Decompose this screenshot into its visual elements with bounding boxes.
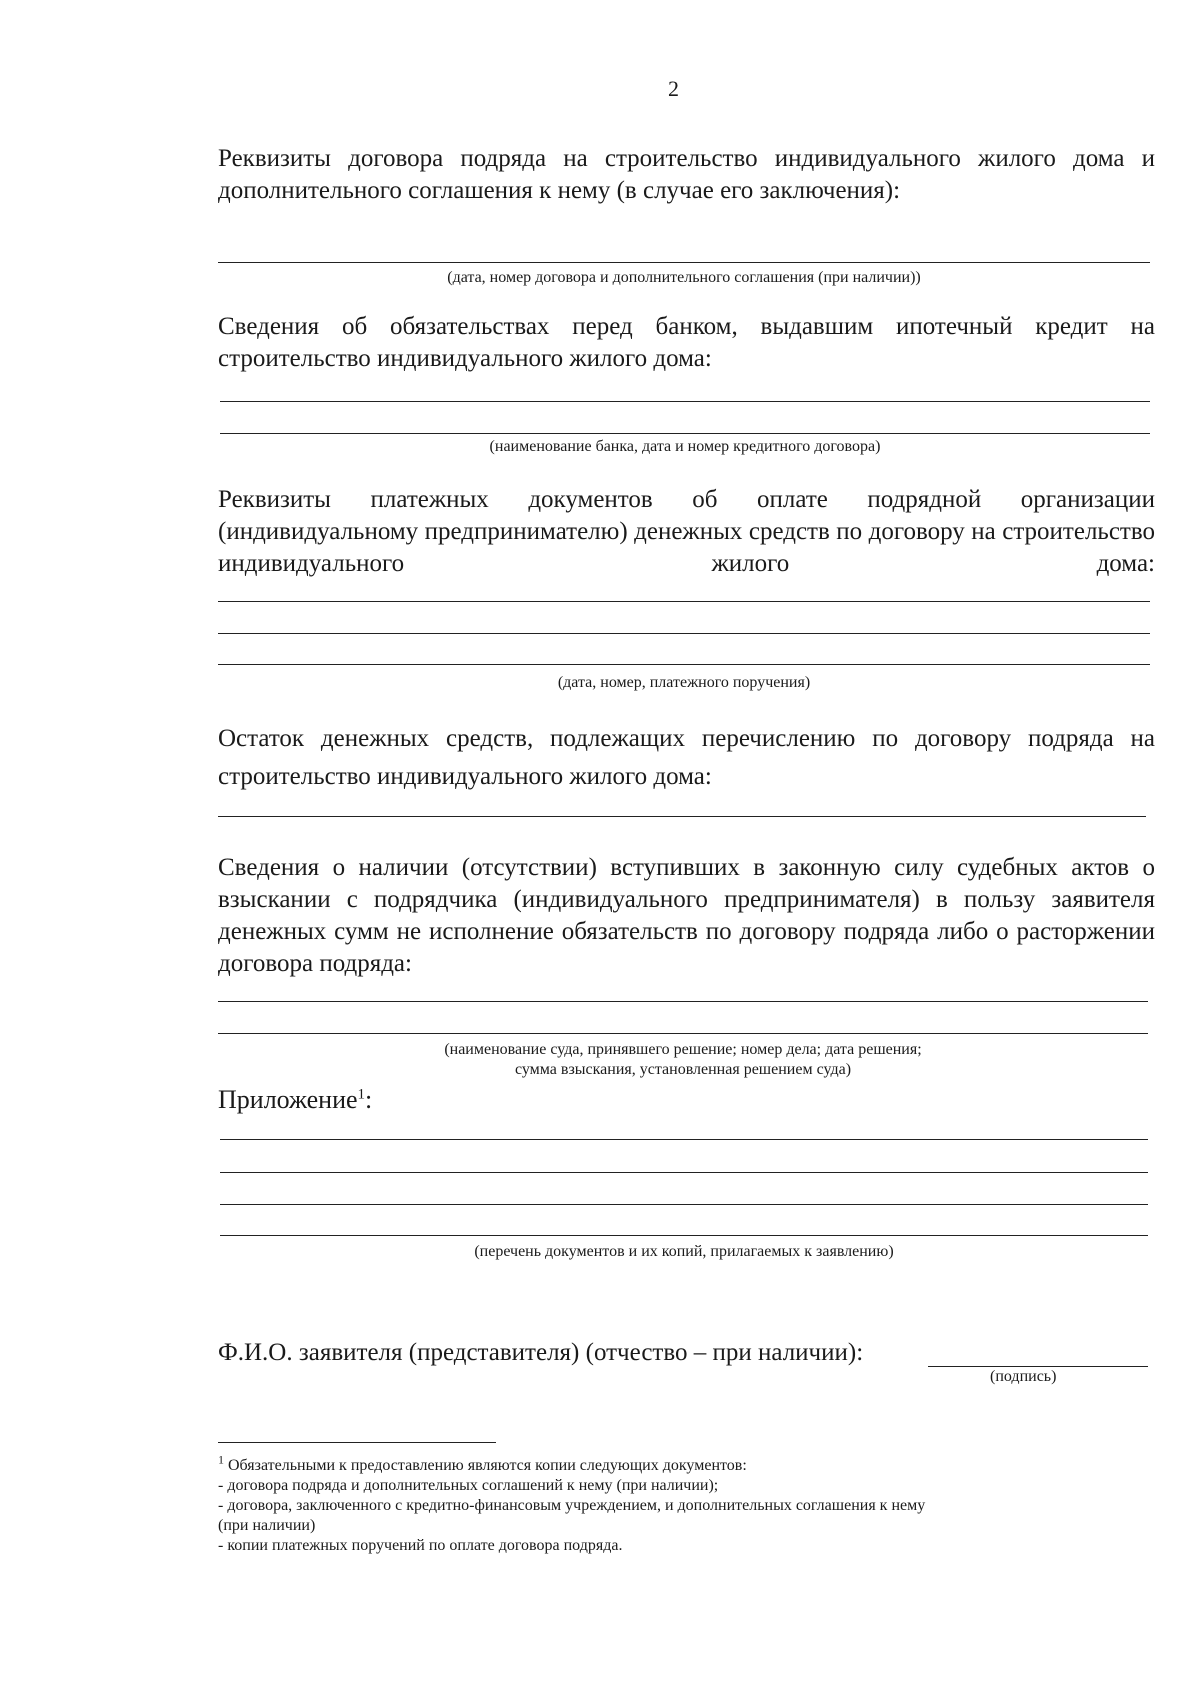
footnote-item: - договора подряда и дополнительных соглашений к нему (при наличии);	[218, 1477, 719, 1494]
footnote-intro-text: Обязательными к предоставлению являются копии следующих документов:	[224, 1457, 747, 1474]
appendix-colon: :	[365, 1085, 373, 1114]
footnote-intro	[218, 1452, 1118, 1476]
contract-details-heading: Реквизиты договора подряда на строительство индивидуального жилого дома и дополнительного соглашения к нему (в случае его заключения):	[218, 145, 1155, 204]
appendix-field-2[interactable]	[220, 1172, 1148, 1173]
appendix-field-3[interactable]	[220, 1204, 1148, 1205]
appendix-field-1[interactable]	[220, 1139, 1148, 1140]
footnotes	[218, 1452, 1118, 1556]
applicant-name-label: Ф.И.О. заявителя (представителя) (отчество – при наличии):	[218, 1339, 864, 1366]
court-acts-heading: Сведения о наличии (отсутствии) вступивших в законную силу судебных актов о взыскании с подрядчика (индивидуального предпринимателя) в пользу заявителя денежных сумм не исполнение обязательств по договору подряда либо о расторжении договора подряда:	[218, 854, 1155, 977]
footnote-mark: 1	[218, 1452, 224, 1467]
court-acts-caption-line-2: сумма взыскания, установленная решением суда)	[514, 1061, 852, 1078]
signature-field[interactable]	[928, 1366, 1148, 1367]
payment-documents-field-3[interactable]	[218, 664, 1150, 665]
signature-caption: (подпись)	[990, 1368, 1057, 1385]
payment-documents-field-1[interactable]	[218, 601, 1150, 602]
appendix-heading	[218, 1084, 1155, 1116]
appendix-field-4[interactable]	[220, 1235, 1148, 1236]
footnote-item: (при наличии)	[218, 1517, 316, 1534]
payment-documents-field-2[interactable]	[218, 633, 1150, 634]
footnote-item: - договора, заключенного с кредитно-финансовым учреждением, и дополнительных соглашения к нему	[218, 1497, 926, 1514]
page-number: 2	[668, 76, 679, 101]
remaining-funds-heading: Остаток денежных средств, подлежащих перечислению по договору подряда на строительство индивидуального жилого дома:	[218, 725, 1155, 790]
court-acts-field-1[interactable]	[218, 1001, 1148, 1002]
contract-details-caption: (дата, номер договора и дополнительного соглашения (при наличии))	[447, 269, 921, 286]
appendix-footnote-mark: 1	[357, 1086, 366, 1103]
footnote-divider	[218, 1442, 496, 1443]
court-acts-field-2[interactable]	[218, 1033, 1148, 1034]
court-acts-caption-line-1: (наименование суда, принявшего решение; номер дела; дата решения;	[444, 1041, 922, 1058]
bank-obligations-heading: Сведения об обязательствах перед банком, выдавшим ипотечный кредит на строительство индивидуального жилого дома:	[218, 313, 1155, 372]
appendix-caption: (перечень документов и их копий, прилагаемых к заявлению)	[474, 1243, 894, 1260]
footnote-item: - копии платежных поручений по оплате договора подряда.	[218, 1537, 623, 1554]
payment-documents-heading: Реквизиты платежных документов об оплате подрядной организации (индивидуальному предпринимателю) денежных средств по договору на строительство индивидуального жилого дома:	[218, 486, 1155, 577]
bank-obligations-field-1[interactable]	[220, 401, 1150, 402]
contract-details-field[interactable]	[218, 262, 1150, 263]
payment-documents-caption: (дата, номер, платежного поручения)	[557, 674, 811, 691]
appendix-label: Приложение	[218, 1085, 358, 1114]
bank-obligations-caption: (наименование банка, дата и номер кредитного договора)	[489, 438, 881, 455]
remaining-funds-field[interactable]	[218, 816, 1146, 817]
bank-obligations-field-2[interactable]	[220, 433, 1150, 434]
